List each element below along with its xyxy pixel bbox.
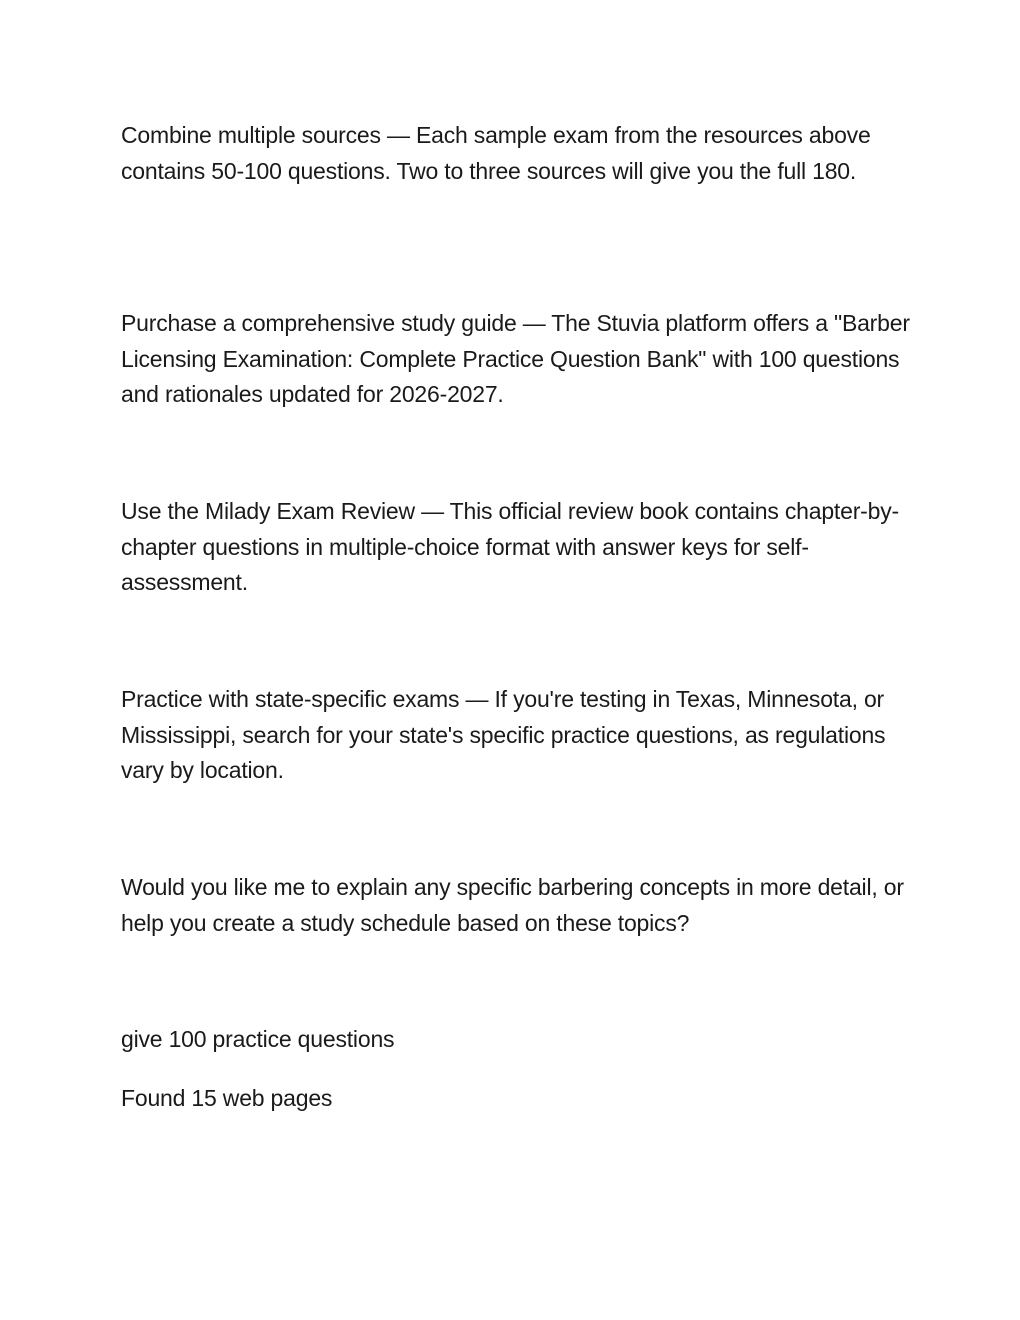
paragraph-study-guide: Purchase a comprehensive study guide — The Stuvia platform offers a "Barber Licensing Examination: Complete Practice Question Bank" with 100 questions and rationales updated for 2026-2027.	[121, 310, 910, 407]
paragraph-state-specific: Practice with state-specific exams — If you're testing in Texas, Minnesota, or Mississippi, search for your state's specific practice questions, as regulations vary by location.	[121, 686, 886, 783]
search-status-text: Found 15 web pages	[121, 1085, 333, 1111]
paragraph-milady-review: Use the Milady Exam Review — This official review book contains chapter-by-chapter questions in multiple-choice format with answer keys for self-assessment.	[121, 498, 899, 595]
user-prompt-text: give 100 practice questions	[121, 1026, 395, 1052]
paragraph-follow-up-question: Would you like me to explain any specific barbering concepts in more detail, or help you create a study schedule based on these topics?	[121, 874, 904, 936]
paragraph-combine-sources: Combine multiple sources — Each sample exam from the resources above contains 50-100 questions. Two to three sources will give you the full 180.	[121, 122, 871, 184]
